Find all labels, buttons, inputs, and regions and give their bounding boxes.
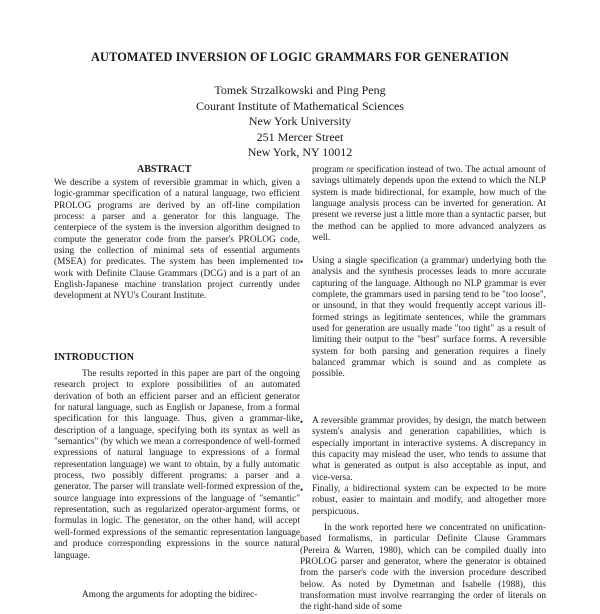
right-column-closing: In the work reported here we concentrated on unification-based formalisms, in particular Definite Clause Grammars (Pereira & Warren, 1980), which can be compiled dually into PROLOG parser and generator, where the generator is obtained from the parser's code with the inversion procedure described below. As noted by Dymetman and Isabelle (1988), this transformation must involve rearranging the order of literals on the right-hand side of some [300, 523, 546, 613]
affiliation-street: 251 Mercer Street [256, 129, 344, 144]
paper-title: AUTOMATED INVERSION OF LOGIC GRAMMARS FOR GENERATION [91, 50, 509, 64]
bullet-text: Using a single specification (a grammar) underlying both the analysis and the synthesis processes leads to more accurate capturing of the language. Although no NLP grammar is ever complete, the grammars used in parsing tend to be "too loose", or unsound, in that they would frequently accept various ill-formed strings as legitimate sentences, while the grammars used for generation are usually made "too tight" as a result of limiting their output to the "best" surface forms. A reversible system for both parsing and generation requires a finely balanced grammar which is sound and as complete as possible. [312, 256, 546, 380]
affiliation-university: New York University [248, 114, 352, 129]
abstract-heading: ABSTRACT [137, 164, 192, 175]
bullet-dot-icon: • [300, 417, 304, 427]
introduction-text: The results reported in this paper are part of the ongoing research project to explore possibilities of an automated derivation of both an efficient parser and an efficient generator for natural language, such as English or Japanese, from a formal specification for this language. Thus, given a grammar-like description of a language, specifying both its syntax as well as "semantics" (by which we mean a correspondence of well-formed expressions of natural language to expressions of a formal representation language) we want to obtain, by a fully automatic process, two possibly different programs: a parser and a generator. The parser will translate well-formed expression of the source language into expressions of the language of "semantic" representation, such as regularized operator-argument forms, or formulas in logic. The generator, on the other hand, will accept well-formed expressions of the semantic representation language and produce corresponding expressions in the source natural language. [54, 369, 300, 561]
right-column-continuation: program or specification instead of two. The actual amount of savings ultimately depends upon the extend to which the NLP system is made bidirectional, for example, how much of the language analysis process can be inverted for generation. At present we reverse just a little more than a syntactic parser, but the method can be applied to more advanced analyzers as well. [312, 165, 546, 244]
author-names: Tomek Strzalkowski and Ping Peng [214, 83, 386, 97]
affiliation-institute: Courant Institute of Mathematical Sciences [196, 98, 404, 113]
abstract-text: We describe a system of reversible grammar in which, given a logic-grammar specification of a natural language, two efficient PROLOG programs are derived by an off-line compilation process: a parser and a generator for this language. The centerpiece of the system is the inversion algorithm designed to compute the generator code from the parser's PROLOG code, using the collection of minimal sets of essential arguments (MSEA) for predicates. The system has been implemented to work with Definite Clause Grammars (DCG) and is a part of an English-Japanese machine translation project currently under development at NYU's Courant Institute. [54, 178, 300, 302]
bullet-dot-icon: • [300, 257, 304, 267]
bullet-dot-icon: • [300, 485, 304, 495]
bullet-text: A reversible grammar provides, by design, the match between system's analysis and generation capabilities, which is especially important in interactive systems. A discrepancy in this capacity may mislead the user, who tends to assume that what is generated as output is also acceptable as input, and vice-versa. [312, 416, 546, 483]
introduction-cut-line: Among the arguments for adopting the bidirec- [82, 590, 258, 600]
author-block [0, 83, 600, 161]
affiliation-city: New York, NY 10012 [247, 145, 353, 160]
bullet-text: Finally, a bidirectional system can be expected to be more robust, easier to maintain and modify, and altogether more perspicuous. [312, 484, 546, 517]
introduction-heading: INTRODUCTION [54, 352, 135, 363]
